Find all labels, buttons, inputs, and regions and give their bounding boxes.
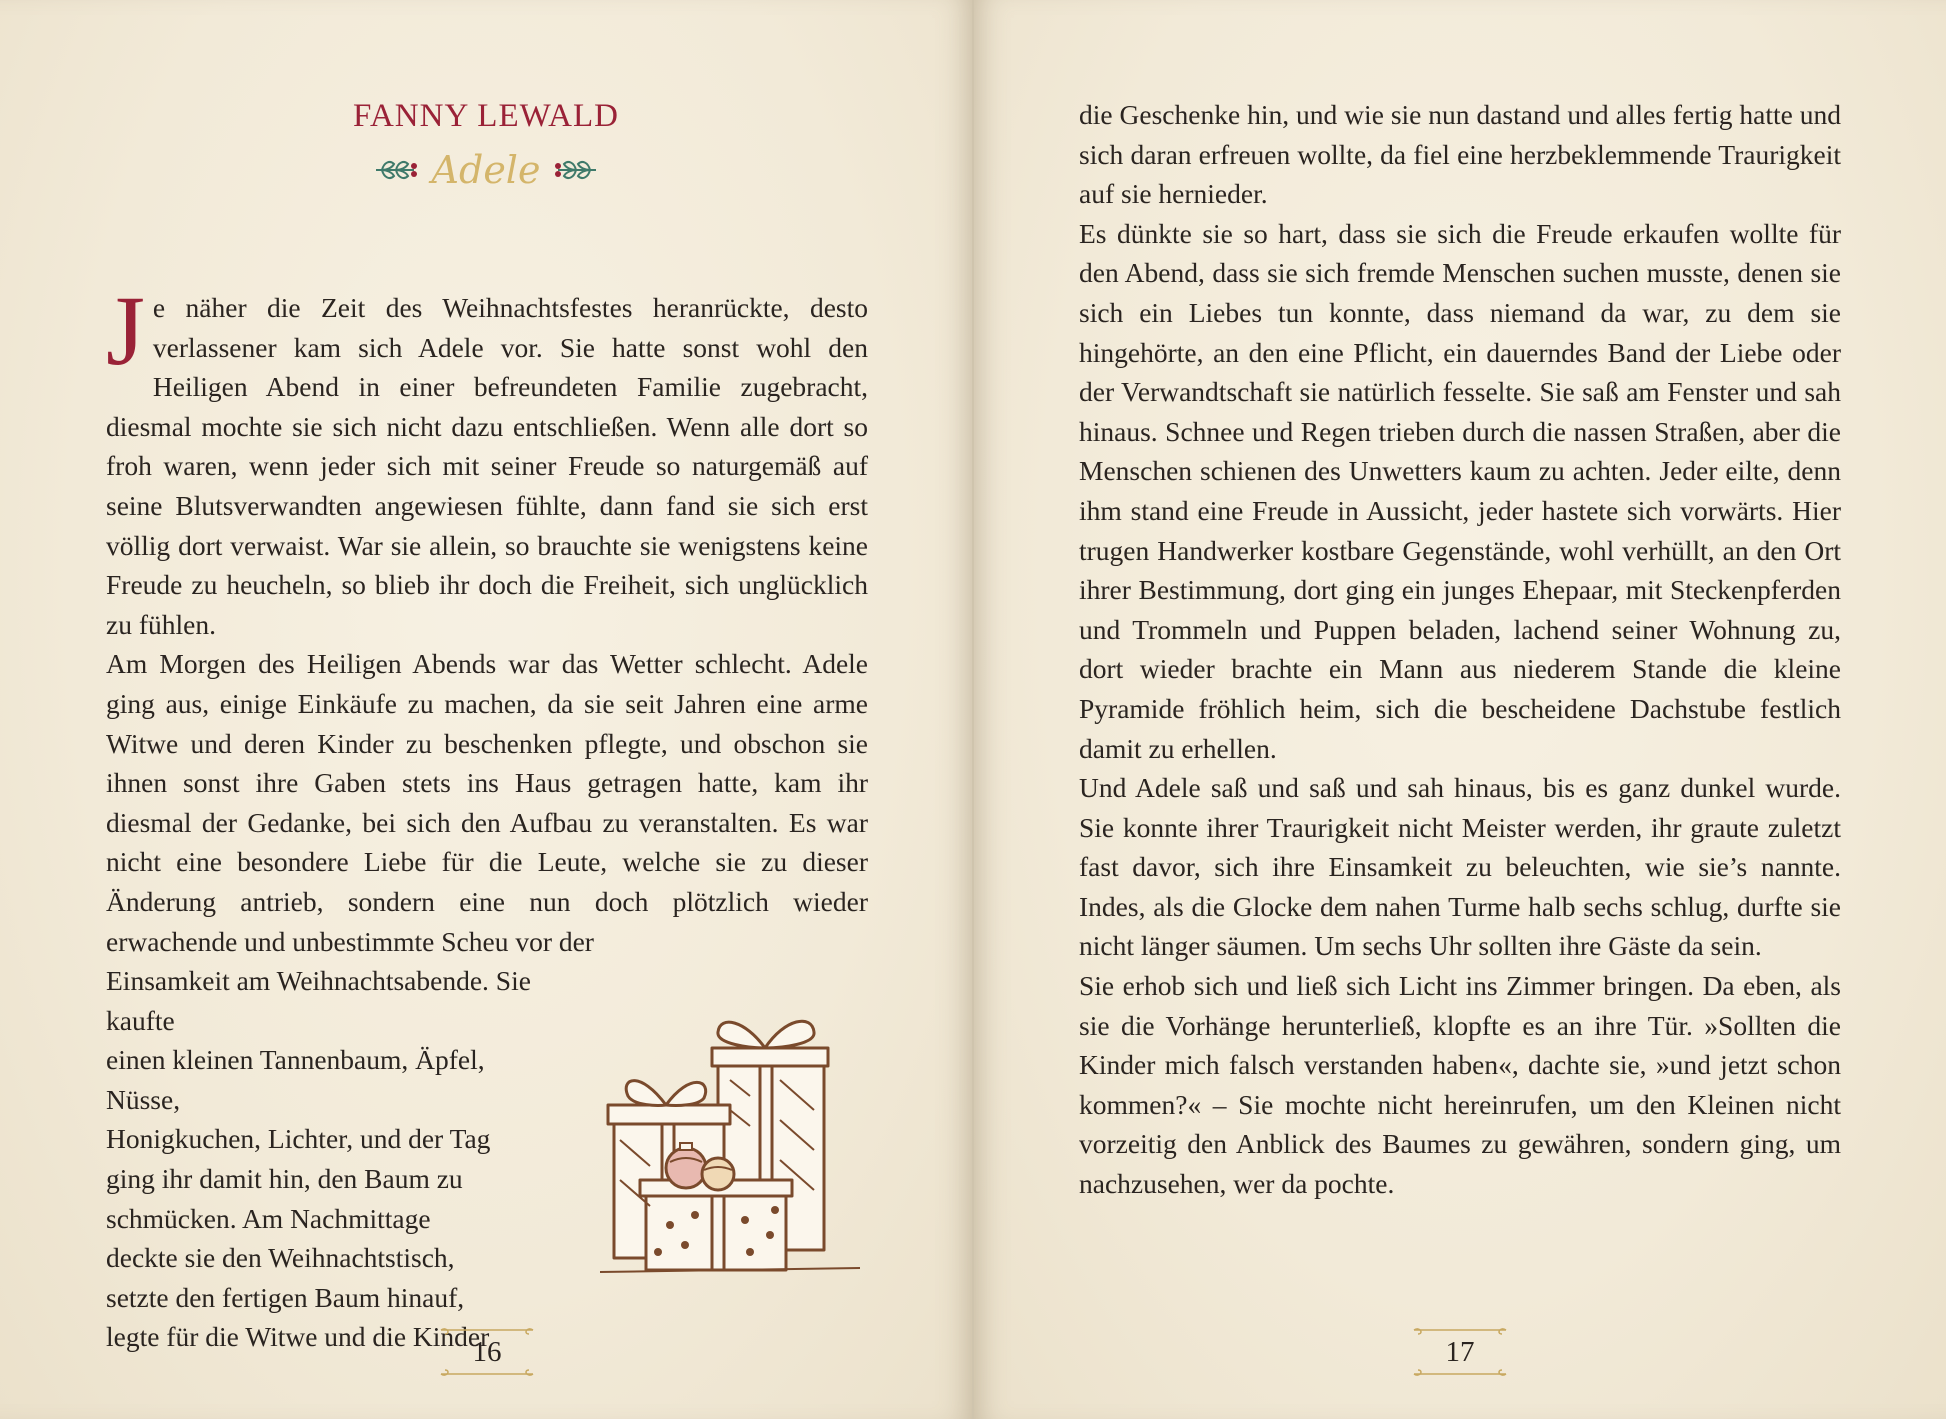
text-line: deckte sie den Weihnachtstisch,: [106, 1242, 455, 1274]
left-page: [0, 0, 972, 1419]
right-page-text: [1079, 95, 1841, 1204]
story-title-row: [0, 140, 972, 200]
text-line: ging ihr damit hin, den Baum zu: [106, 1163, 463, 1195]
paragraph: Es dünkte sie so hart, dass sie sich die Freude erkaufen wollte für den Abend, dass sie sich fremde Menschen suchen musste, denen sie sich ein Liebes tun konnte, dass niemand da war, zu dem sie hingehörte, an den eine Pflicht, ein dauerndes Band der Liebe oder der Verwandtschaft sie natürlich fesselte. Sie saß am Fenster und sah hinaus. Schnee und Regen trieben durch die nassen Straßen, aber die Menschen schienen des Unwetters kaum zu achten. Jeder eilte, denn ihm stand eine Freude in Aussicht, jeder hastete sich vorwärts. Hier trugen Handwerker kostbare Gegenstände, wohl verhüllt, an den Ort ihrer Bestimmung, dort ging ein junges Ehepaar, mit Steckenpferden und Trommeln und Puppen beladen, lachend seiner Wohnung zu, dort wieder brachte ein Mann aus niederem Stande die kleine Pyramide fröhlich heim, sich die bescheidene Dachstube festlich damit zu erhellen.: [1079, 217, 1841, 764]
text-line: Einsamkeit am Weihnachtsabende. Sie kaufte: [106, 965, 531, 1036]
holly-leaf-icon: [554, 150, 600, 190]
text-line: schmücken. Am Nachmittage: [106, 1202, 431, 1234]
wrapped-lines: [106, 961, 556, 1357]
text-line: setzte den fertigen Baum hinauf,: [106, 1281, 465, 1313]
paragraph: Am Morgen des Heiligen Abends war das Wetter schlecht. Adele ging aus, einige Einkäufe zu machen, da sie seit Jahren eine arme Witwe und deren Kinder zu beschenken pflegte, und obschon sie ihnen sonst ihre Gaben stets ins Haus getragen hatte, kam ihr diesmal der Gedanke, bei sich den Aufbau zu veranstalten. Es war nicht eine besondere Liebe für die Leute, welche sie zu dieser Änderung antrieb, sondern eine nun doch plötzlich wieder erwachende und unbestimmte Scheu vor der: [106, 648, 868, 957]
drop-cap: J: [106, 275, 145, 386]
paragraph: Sie erhob sich und ließ sich Licht ins Zimmer bringen. Da eben, als sie die Vorhänge herunterließ, klopfte es an ihre Tür. »Sollten die Kinder mich falsch verstanden haben«, dachte sie, »und jetzt schon kommen?« – Sie mochte nicht hereinrufen, um den Kleinen nicht vorzeitig den Anblick des Baumes zu gewähren, sondern ging, um nachzusehen, wer da pochte.: [1079, 970, 1841, 1200]
paragraph-text: e näher die Zeit des Weihnachtsfestes heranrückte, desto verlassener kam sich Adele vor. Sie hatte sonst wohl den Heiligen Abend in einer befreundeten Familie zugebracht, diesmal mochte sie sich nicht dazu entschließen. Wenn alle dort so froh waren, wenn jeder sich mit seiner Freude so naturgemäß auf seine Blutsverwandten angewiesen fühlte, dann fand sie sich erst völlig dort verwaist. War sie allein, so brauchte sie wenigstens keine Freude zu heucheln, so blieb ihr doch die Freiheit, sich unglücklich zu fühlen.: [106, 292, 868, 640]
story-title: Adele: [431, 148, 541, 192]
holly-leaf-icon: [372, 150, 418, 190]
text-line: legte für die Witwe und die Kinder: [106, 1321, 490, 1353]
page-number: 16: [472, 1336, 502, 1368]
text-line: Honigkuchen, Lichter, und der Tag: [106, 1123, 491, 1155]
text-line: einen kleinen Tannenbaum, Äpfel, Nüsse,: [106, 1044, 485, 1115]
gift-boxes-illustration: [600, 1000, 870, 1280]
paragraph: [106, 275, 868, 644]
page-number: 17: [1445, 1336, 1475, 1368]
page-number-frame: [1410, 1324, 1510, 1380]
paragraph: die Geschenke hin, und wie sie nun dastand und alles fertig hatte und sich daran erfreuen wollte, da fiel eine herzbeklemmende Traurigkeit auf sie hernieder.: [1079, 99, 1841, 210]
author-name: FANNY LEWALD: [353, 98, 619, 134]
paragraph: Und Adele saß und saß und sah hinaus, bis es ganz dunkel wurde. Sie konnte ihrer Traurigkeit nicht Meister werden, ihr graute zuletzt fast davor, sich ihre Einsamkeit zu beleuchten, wie sie’s nannte. Indes, als die Glocke dem nahen Turme halb sechs schlug, durfte sie nicht länger säumen. Um sechs Uhr sollten ihre Gäste da sein.: [1079, 772, 1841, 962]
page-number-frame: [437, 1324, 537, 1380]
